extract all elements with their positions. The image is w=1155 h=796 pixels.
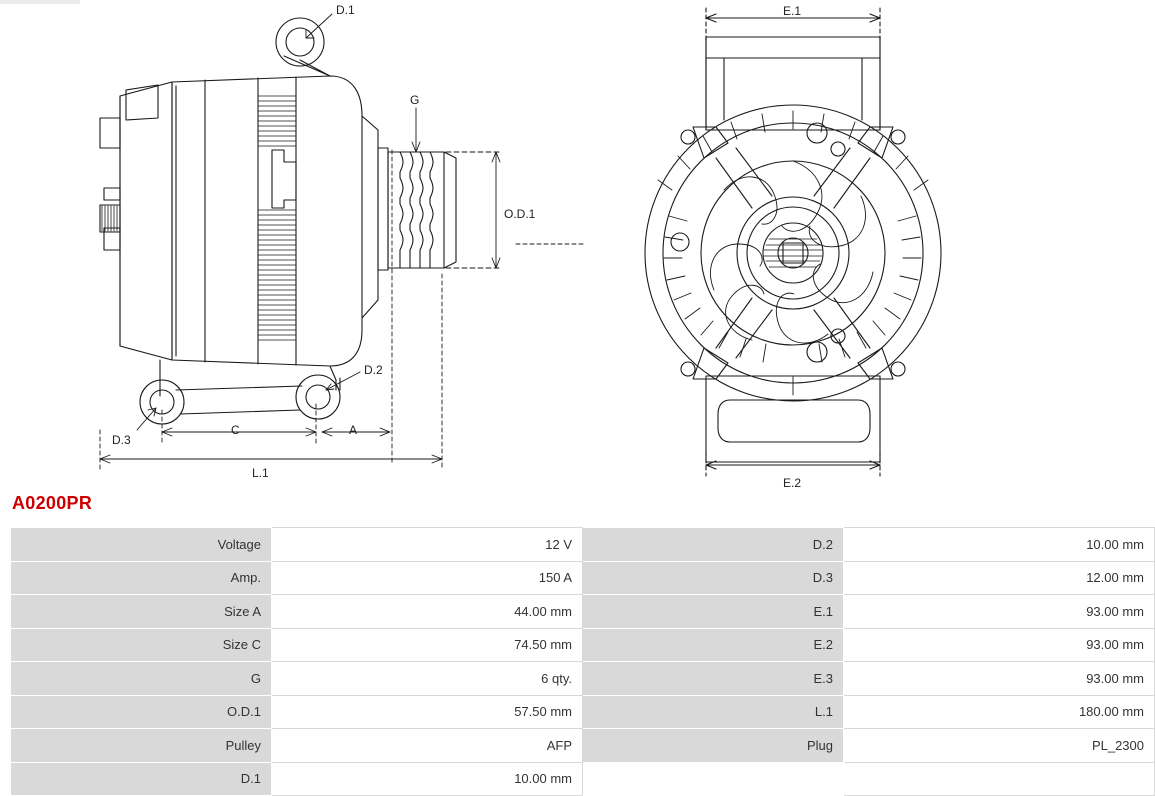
spec-value: PL_2300 [844,729,1155,763]
spec-label: Size A [11,595,272,629]
spec-value: 180.00 mm [844,695,1155,729]
side-view-group [100,18,456,424]
label-e2: E.2 [783,476,802,490]
spec-label: O.D.1 [11,695,272,729]
spec-label: D.2 [583,528,844,562]
spec-value: 12.00 mm [844,561,1155,595]
spec-label: E.1 [583,595,844,629]
spec-value: 150 A [272,561,583,595]
spec-value: 12 V [272,528,583,562]
label-a: A [349,423,358,437]
spec-label: G [11,662,272,696]
spec-label: D.3 [583,561,844,595]
spec-value: 57.50 mm [272,695,583,729]
spec-value: 6 qty. [272,662,583,696]
front-view-group [645,8,941,476]
table-row [11,729,1155,763]
table-row [11,628,1155,662]
table-row [11,662,1155,696]
spec-label: Amp. [11,561,272,595]
spec-value: AFP [272,729,583,763]
spec-label-empty [583,762,844,796]
spec-label: Voltage [11,528,272,562]
label-e1: E.1 [783,4,802,18]
spec-value: 10.00 mm [272,762,583,796]
label-g: G [410,93,420,107]
spec-label: D.1 [11,762,272,796]
table-row [11,561,1155,595]
spec-value-empty [844,762,1155,796]
spec-value: 44.00 mm [272,595,583,629]
label-d2: D.2 [364,363,383,377]
part-number: A0200PR [12,493,93,513]
spec-value: 93.00 mm [844,595,1155,629]
label-l1: L.1 [252,466,269,480]
table-row [11,762,1155,796]
table-row [11,528,1155,562]
spec-label: Plug [583,729,844,763]
spec-value: 74.50 mm [272,628,583,662]
spec-label: L.1 [583,695,844,729]
spec-label: Size C [11,628,272,662]
spec-label: Pulley [11,729,272,763]
spec-value: 93.00 mm [844,662,1155,696]
table-row [11,695,1155,729]
pulley [388,152,456,268]
label-od1: O.D.1 [504,207,536,221]
label-d1: D.1 [336,3,355,17]
spec-value: 10.00 mm [844,528,1155,562]
spec-label: E.2 [583,628,844,662]
specifications-table [10,527,1155,796]
spec-label: E.3 [583,662,844,696]
label-c: C [231,423,240,437]
label-d3: D.3 [112,433,131,447]
table-row [11,595,1155,629]
spec-value: 93.00 mm [844,628,1155,662]
